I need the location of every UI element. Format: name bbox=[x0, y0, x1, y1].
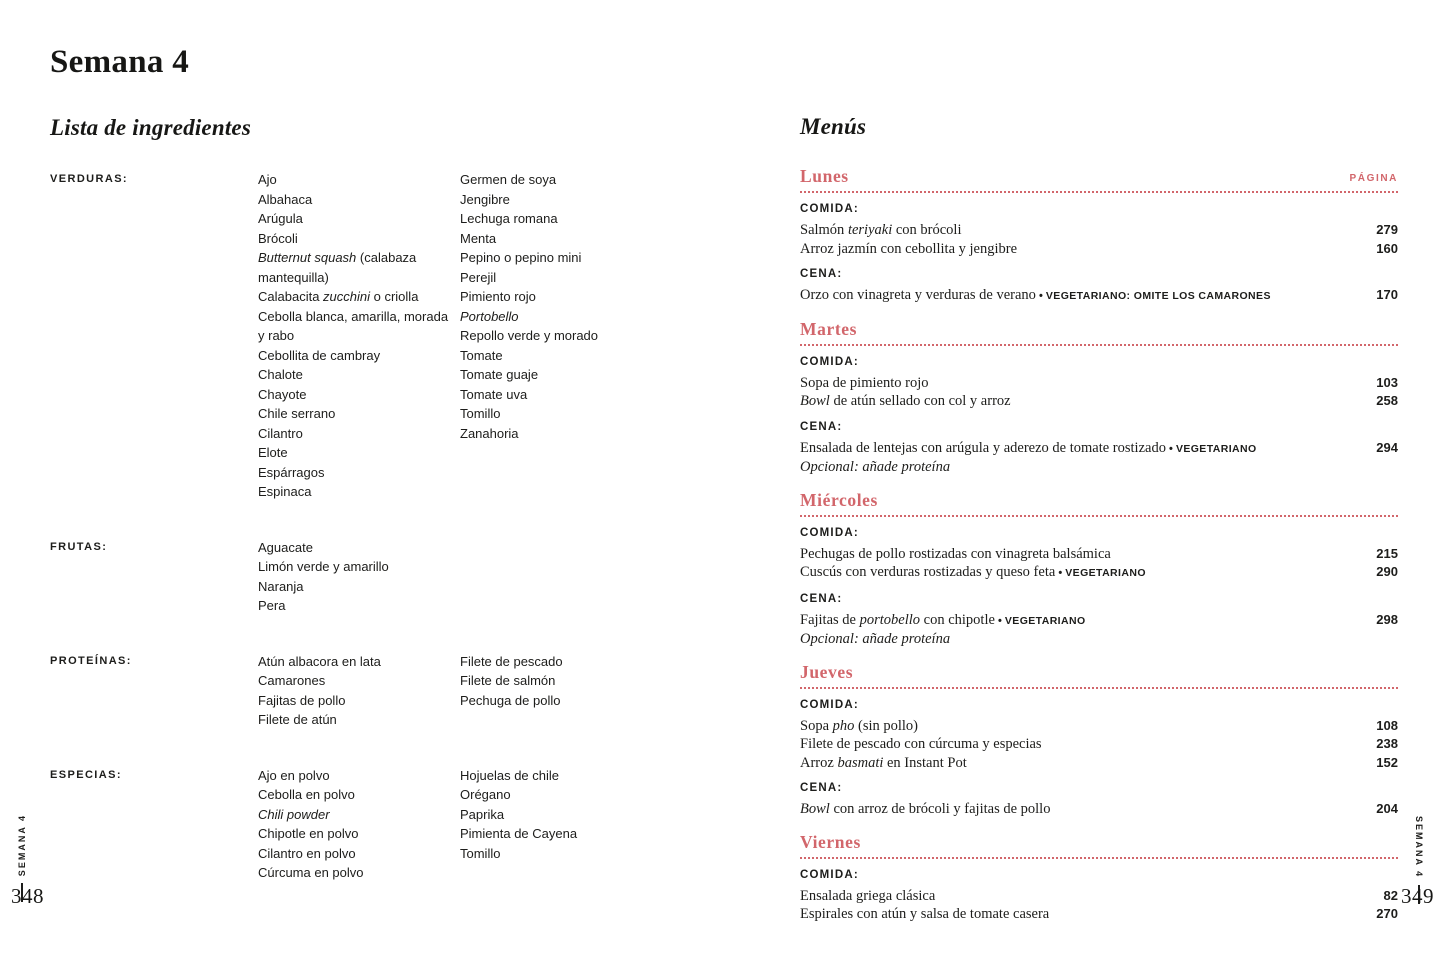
dish-row bbox=[800, 545, 1398, 564]
ingredient-item: Brócoli bbox=[258, 230, 298, 246]
day-name: Miércoles bbox=[800, 489, 878, 510]
day-name: Jueves bbox=[800, 661, 854, 682]
ingredient-item: Portobello bbox=[460, 308, 519, 324]
side-tab-right-label: SEMANA 4 bbox=[1414, 816, 1424, 879]
ingredient-item: Calabacita zucchini o criolla bbox=[258, 289, 419, 304]
ingredient-column bbox=[460, 652, 700, 711]
menu-day bbox=[800, 166, 1398, 306]
dish-page-number: 279 bbox=[1376, 222, 1398, 237]
menu-day bbox=[800, 832, 1398, 924]
meal-group bbox=[800, 202, 1398, 258]
ingredient-item: Camarones bbox=[258, 673, 326, 688]
meal-group bbox=[800, 526, 1398, 583]
ingredient-section-label: PROTEÍNAS: bbox=[50, 654, 132, 667]
ingredient-item: Fajitas de pollo bbox=[258, 692, 346, 708]
bullet-separator: • bbox=[1055, 567, 1066, 579]
meal-label: CENA: bbox=[800, 782, 843, 794]
ingredient-column bbox=[460, 170, 700, 443]
dish-page-number: 290 bbox=[1376, 564, 1398, 579]
ingredient-item: Menta bbox=[460, 230, 497, 246]
ingredient-item: Pepino o pepino mini bbox=[460, 250, 582, 265]
page-column-label: PÁGINA bbox=[1349, 173, 1398, 184]
ingredient-item: Filete de pescado bbox=[460, 653, 563, 669]
meal-label: COMIDA: bbox=[800, 203, 859, 215]
meal-group bbox=[800, 267, 1398, 306]
menu-days bbox=[800, 166, 1398, 924]
dish-row bbox=[800, 887, 1398, 906]
ingredient-item: Tomillo bbox=[460, 845, 501, 861]
dish-row bbox=[800, 286, 1398, 306]
bullet-separator: • bbox=[1035, 290, 1046, 302]
dish-row bbox=[800, 735, 1398, 754]
dish-name: Ensalada de lentejas con arúgula y aderezo de tomate rostizado • VEGETARIANO bbox=[800, 439, 1257, 456]
dish-page-number: 238 bbox=[1376, 736, 1398, 751]
dish-name: Fajitas de portobello con chipotle • VEGETARIANO bbox=[800, 611, 1086, 628]
dish-row bbox=[800, 611, 1398, 631]
ingredient-item: Hojuelas de chile bbox=[460, 767, 560, 783]
dish-name: Arroz basmati en Instant Pot bbox=[800, 754, 967, 771]
dish-page-number: 160 bbox=[1376, 240, 1398, 256]
dish-name: Arroz jazmín con cebollita y jengibre bbox=[800, 240, 1018, 257]
ingredient-item: Cilantro bbox=[258, 425, 303, 441]
ingredient-item: Limón verde y amarillo bbox=[258, 559, 389, 574]
ingredient-item: Jengibre bbox=[460, 191, 510, 207]
dish-name: Bowl con arroz de brócoli y fajitas de pollo bbox=[800, 801, 1051, 817]
ingredient-item: Arúgula bbox=[258, 211, 303, 226]
dish-page-number: 170 bbox=[1376, 287, 1398, 302]
ingredient-item: Ajo bbox=[258, 172, 277, 187]
meal-label: COMIDA: bbox=[800, 698, 859, 711]
ingredient-item: Cilantro en polvo bbox=[258, 845, 356, 861]
page-left bbox=[50, 42, 750, 919]
meal-group bbox=[800, 698, 1398, 773]
ingredient-item: Cebollita de cambray bbox=[258, 347, 381, 363]
meal-label: COMIDA: bbox=[800, 526, 859, 539]
vegetarian-tag: VEGETARIANO: OMITE LOS CAMARONES bbox=[1045, 290, 1271, 302]
dish-row bbox=[800, 717, 1398, 736]
ingredient-section bbox=[50, 538, 750, 616]
ingredient-section bbox=[50, 652, 750, 730]
dish-page-number: 215 bbox=[1376, 545, 1398, 561]
ingredient-item: Espárragos bbox=[258, 464, 325, 480]
dish-row bbox=[800, 905, 1398, 924]
ingredient-item: Repollo verde y morado bbox=[460, 328, 599, 343]
ingredient-section-label: FRUTAS: bbox=[50, 540, 108, 553]
dish-row bbox=[800, 221, 1398, 240]
menus-heading: Menús bbox=[800, 114, 867, 139]
ingredient-item: Filete de atún bbox=[258, 712, 337, 727]
ingredient-item: Chalote bbox=[258, 367, 303, 382]
ingredient-item: Atún albacora en lata bbox=[258, 653, 381, 669]
vegetarian-tag: VEGETARIANO bbox=[1175, 442, 1257, 455]
ingredient-item: Filete de salmón bbox=[460, 673, 556, 688]
ingredient-section bbox=[50, 766, 750, 883]
ingredient-column bbox=[258, 766, 460, 883]
ingredient-item: Orégano bbox=[460, 787, 511, 802]
ingredient-item: Chipotle en polvo bbox=[258, 826, 359, 841]
ingredient-item: Pera bbox=[258, 598, 286, 613]
day-header bbox=[800, 662, 1398, 689]
day-header bbox=[800, 490, 1398, 517]
ingredient-item: Pimienta de Cayena bbox=[460, 826, 578, 841]
ingredient-item: Naranja bbox=[258, 578, 304, 594]
dish-row bbox=[800, 374, 1398, 393]
dish-name: Pechugas de pollo rostizadas con vinagreta balsámica bbox=[800, 545, 1111, 562]
ingredient-item: Tomate guaje bbox=[460, 367, 539, 382]
dish-row bbox=[800, 563, 1398, 583]
dish-page-number: 204 bbox=[1376, 801, 1398, 816]
ingredient-column bbox=[258, 170, 460, 502]
ingredient-item: Espinaca bbox=[258, 484, 312, 499]
dish-name: Bowl de atún sellado con col y arroz bbox=[800, 393, 1011, 409]
ingredient-item: Chili powder bbox=[258, 806, 330, 822]
meal-note: Opcional: añade proteína bbox=[800, 631, 951, 647]
dish-row bbox=[800, 439, 1398, 459]
dish-page-number: 82 bbox=[1383, 887, 1398, 903]
ingredient-item: Aguacate bbox=[258, 539, 313, 555]
meal-group bbox=[800, 420, 1398, 477]
ingredient-section-label: ESPECIAS: bbox=[50, 768, 122, 781]
bullet-separator: • bbox=[994, 614, 1005, 627]
ingredient-column bbox=[460, 766, 700, 864]
dish-name: Ensalada griega clásica bbox=[800, 887, 936, 904]
bullet-separator: • bbox=[1165, 442, 1176, 455]
ingredient-item: Pechuga de pollo bbox=[460, 692, 561, 708]
ingredient-item: Pimiento rojo bbox=[460, 289, 536, 304]
ingredient-sections bbox=[50, 170, 750, 883]
menu-day bbox=[800, 662, 1398, 819]
ingredient-section bbox=[50, 170, 750, 502]
meal-label: CENA: bbox=[800, 420, 843, 433]
dish-page-number: 108 bbox=[1376, 717, 1398, 733]
ingredient-item: Tomate uva bbox=[460, 386, 528, 402]
meal-group bbox=[800, 592, 1398, 649]
meal-label: CENA: bbox=[800, 592, 843, 605]
meal-note: Opcional: añade proteína bbox=[800, 459, 951, 475]
ingredient-item: Paprika bbox=[460, 806, 505, 822]
day-header bbox=[800, 319, 1398, 346]
dish-row bbox=[800, 240, 1398, 259]
dish-page-number: 270 bbox=[1376, 906, 1398, 921]
ingredient-item: Chayote bbox=[258, 386, 307, 402]
meal-group bbox=[800, 781, 1398, 819]
day-name: Martes bbox=[800, 318, 858, 339]
dish-name: Cuscús con verduras rostizadas y queso feta • VEGETARIANO bbox=[800, 564, 1146, 580]
dish-row bbox=[800, 392, 1398, 411]
dish-page-number: 152 bbox=[1376, 754, 1398, 770]
day-header bbox=[800, 832, 1398, 859]
ingredient-item: Butternut squash (calabaza mantequilla) bbox=[258, 250, 417, 285]
ingredient-item: Perejil bbox=[460, 269, 497, 285]
page-number-right: 349 bbox=[1401, 884, 1434, 908]
dish-page-number: 298 bbox=[1376, 611, 1398, 627]
dish-name: Sopa pho (sin pollo) bbox=[800, 717, 919, 734]
dish-page-number: 258 bbox=[1376, 393, 1398, 408]
ingredient-item: Tomillo bbox=[460, 406, 501, 421]
page-title: Semana 4 bbox=[50, 44, 189, 80]
day-name: Viernes bbox=[800, 831, 861, 852]
dish-name: Salmón teriyaki con brócoli bbox=[800, 222, 962, 238]
ingredient-item: Ajo en polvo bbox=[258, 767, 330, 783]
ingredient-section-label: VERDURAS: bbox=[50, 173, 128, 185]
ingredient-item: Albahaca bbox=[258, 191, 313, 207]
meal-label: COMIDA: bbox=[800, 355, 859, 368]
dish-page-number: 294 bbox=[1376, 439, 1398, 455]
menu-day bbox=[800, 490, 1398, 649]
meal-group bbox=[800, 355, 1398, 411]
menu-day bbox=[800, 319, 1398, 477]
ingredient-item: Cúrcuma en polvo bbox=[258, 865, 364, 880]
ingredient-item: Lechuga romana bbox=[460, 211, 558, 226]
ingredient-item: Tomate bbox=[460, 347, 503, 363]
dish-row bbox=[800, 800, 1398, 819]
meal-group bbox=[800, 868, 1398, 924]
ingredient-item: Cebolla en polvo bbox=[258, 787, 355, 802]
vegetarian-tag: VEGETARIANO bbox=[1004, 614, 1086, 627]
ingredient-item: Zanahoria bbox=[460, 425, 519, 441]
ingredient-item: Chile serrano bbox=[258, 406, 336, 421]
ingredients-heading: Lista de ingredientes bbox=[50, 115, 251, 140]
dish-name: Filete de pescado con cúrcuma y especias bbox=[800, 736, 1042, 752]
ingredient-item: Elote bbox=[258, 445, 288, 460]
ingredient-item: Germen de soya bbox=[460, 172, 557, 187]
meal-label: COMIDA: bbox=[800, 868, 859, 881]
dish-name: Orzo con vinagreta y verduras de verano • VEGETARIANO: OMITE LOS CAMARONES bbox=[800, 287, 1271, 303]
ingredient-item: Cebolla blanca, amarilla, morada y rabo bbox=[258, 308, 449, 343]
dish-row bbox=[800, 754, 1398, 773]
page-right bbox=[800, 112, 1398, 937]
vegetarian-tag: VEGETARIANO bbox=[1065, 567, 1146, 579]
dish-name: Sopa de pimiento rojo bbox=[800, 374, 929, 391]
ingredient-column bbox=[258, 652, 460, 730]
dish-name: Espirales con atún y salsa de tomate casera bbox=[800, 906, 1050, 922]
day-name: Lunes bbox=[800, 166, 849, 186]
ingredient-column bbox=[258, 538, 460, 616]
dish-page-number: 103 bbox=[1376, 374, 1398, 390]
page-number-left: 348 bbox=[11, 884, 44, 908]
side-tab-left-label: SEMANA 4 bbox=[17, 814, 27, 877]
meal-label: CENA: bbox=[800, 268, 843, 280]
day-header bbox=[800, 166, 1398, 193]
